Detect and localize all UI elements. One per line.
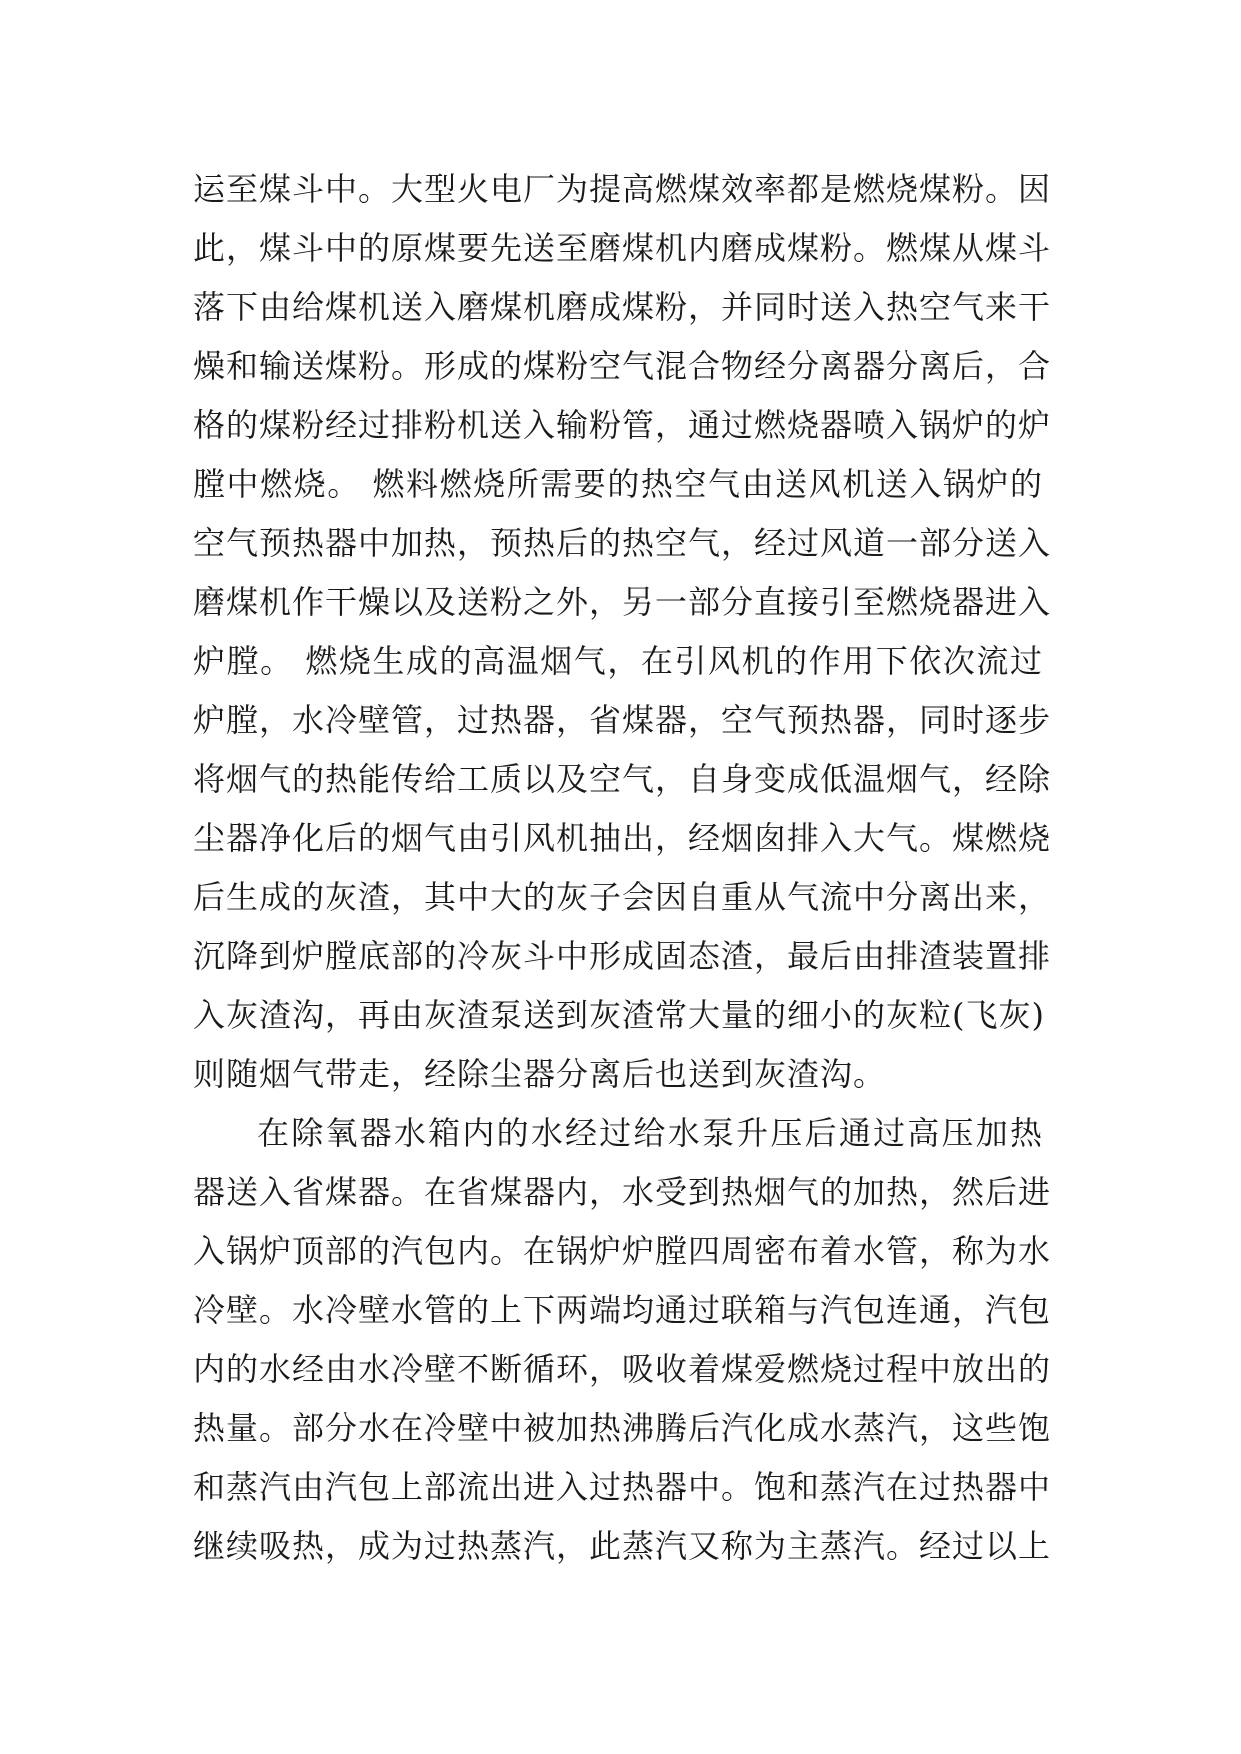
- text-line: 磨煤机作干燥以及送粉之外，另一部分直接引至燃烧器进入: [193, 583, 1052, 621]
- text-line: 空气预热器中加热，预热后的热空气，经过风道一部分送入: [193, 524, 1052, 562]
- text-line: 落下由给煤机送入磨煤机磨成煤粉，并同时送入热空气来干: [193, 288, 1052, 326]
- text-line: 炉膛，水冷壁管，过热器，省煤器，空气预热器，同时逐步: [193, 701, 1052, 739]
- text-line: 冷壁。水冷壁水管的上下两端均通过联箱与汽包连通，汽包: [193, 1291, 1052, 1329]
- text-line: 器送入省煤器。在省煤器内，水受到热烟气的加热，然后进: [193, 1173, 1052, 1211]
- text-line: 沉降到炉膛底部的冷灰斗中形成固态渣，最后由排渣装置排: [193, 937, 1052, 975]
- text-line: 和蒸汽由汽包上部流出进入过热器中。饱和蒸汽在过热器中: [193, 1468, 1052, 1506]
- text-line: 则随烟气带走，经除尘器分离后也送到灰渣沟。: [193, 1055, 887, 1093]
- text-line: 此，煤斗中的原煤要先送至磨煤机内磨成煤粉。燃煤从煤斗: [193, 229, 1052, 267]
- text-line: 尘器净化后的烟气由引风机抽出，经烟囱排入大气。煤燃烧: [193, 819, 1052, 857]
- text-line: 热量。部分水在冷壁中被加热沸腾后汽化成水蒸汽，这些饱: [193, 1409, 1052, 1447]
- text-line: 内的水经由水冷壁不断循环，吸收着煤爱燃烧过程中放出的: [193, 1350, 1052, 1388]
- text-line: 格的煤粉经过排粉机送入输粉管，通过燃烧器喷入锅炉的炉: [193, 406, 1052, 444]
- paragraph-1: [193, 160, 1052, 1104]
- text-line: 后生成的灰渣，其中大的灰子会因自重从气流中分离出来，: [193, 878, 1052, 916]
- text-line: 在除氧器水箱内的水经过给水泵升压后通过高压加热: [257, 1114, 1043, 1152]
- text-line: 运至煤斗中。大型火电厂为提高燃煤效率都是燃烧煤粉。因: [193, 170, 1052, 208]
- text-line: 膛中燃烧。 燃料燃烧所需要的热空气由送风机送入锅炉的: [193, 465, 1043, 503]
- text-line: 炉膛。 燃烧生成的高温烟气，在引风机的作用下依次流过: [193, 642, 1043, 680]
- text-line: 将烟气的热能传给工质以及空气，自身变成低温烟气，经除: [193, 760, 1052, 798]
- text-line: 入灰渣沟，再由灰渣泵送到灰渣常大量的细小的灰粒(飞灰): [193, 996, 1045, 1034]
- text-line: 入锅炉顶部的汽包内。在锅炉炉膛四周密布着水管，称为水: [193, 1232, 1052, 1270]
- body-text: [193, 160, 1052, 1576]
- text-line: 燥和输送煤粉。形成的煤粉空气混合物经分离器分离后，合: [193, 347, 1052, 385]
- paragraph-2: [193, 1104, 1052, 1576]
- text-line: 继续吸热，成为过热蒸汽，此蒸汽又称为主蒸汽。经过以上: [193, 1527, 1052, 1565]
